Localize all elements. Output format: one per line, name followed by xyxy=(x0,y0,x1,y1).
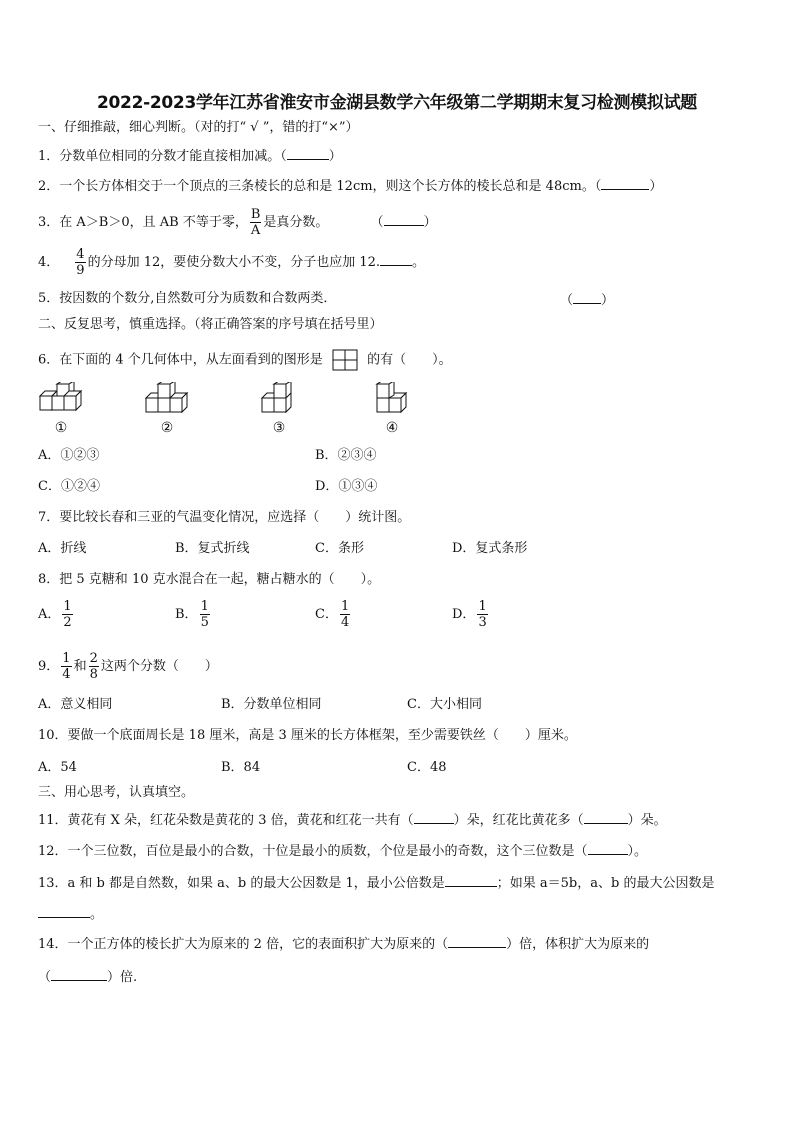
answer-blank[interactable] xyxy=(584,811,628,824)
q8-option-c[interactable]: C． $\frac{1}{4}$ xyxy=(315,599,350,630)
figure-label-4: ④ xyxy=(385,420,399,436)
answer-blank[interactable] xyxy=(601,177,649,190)
fraction-1-4: $\frac{1}{4}$ xyxy=(62,651,71,682)
question-6 xyxy=(38,348,452,372)
figure-label-3: ③ xyxy=(272,420,286,436)
question-2 xyxy=(38,177,662,195)
left-view-icon xyxy=(331,348,359,372)
fraction-2-8: $\frac{2}{8}$ xyxy=(89,651,98,682)
answer-blank[interactable] xyxy=(588,842,628,855)
q10-option-b[interactable]: B．84 xyxy=(221,760,261,775)
page-title: 2022-2023学年江苏省淮安市金湖县数学六年级第二学期期末复习检测模拟试题 xyxy=(97,93,697,113)
question-5-answer: （ ） xyxy=(560,293,615,308)
question-9-text: 这两个分数（ ） xyxy=(100,659,218,674)
question-3-text: 3．在 A＞B＞0，且 AB 不等于零， xyxy=(38,215,248,230)
q7-option-b[interactable]: B．复式折线 xyxy=(175,541,250,556)
q7-option-c[interactable]: C．条形 xyxy=(315,541,364,556)
solid-figure-4-icon xyxy=(375,382,425,416)
answer-blank[interactable] xyxy=(287,147,329,160)
answer-blank[interactable] xyxy=(384,213,424,226)
fraction-1-3: $\frac{1}{3}$ xyxy=(478,599,487,630)
q10-option-a[interactable]: A．54 xyxy=(38,760,77,775)
q6-option-c[interactable]: C．①②④ xyxy=(38,479,100,494)
solid-figure-1-icon xyxy=(38,382,88,416)
question-3-text-end: 是真分数。 xyxy=(263,215,329,230)
q7-option-d[interactable]: D．复式条形 xyxy=(452,541,528,556)
figure-label-1: ① xyxy=(54,420,68,436)
answer-blank[interactable] xyxy=(380,253,412,266)
question-6-text-end: 的有（ ）。 xyxy=(367,352,452,368)
question-6-text: 6．在下面的 4 个几何体中，从左面看到的图形是 xyxy=(38,352,323,368)
question-13-cont: 。 xyxy=(38,905,103,923)
paren-close: ） xyxy=(328,149,342,164)
solid-figure-2-icon xyxy=(144,382,194,416)
answer-blank[interactable] xyxy=(51,968,107,981)
paren-close: ） xyxy=(649,179,663,194)
answer-blank[interactable] xyxy=(414,811,454,824)
question-5-text: 5．按因数的个数分,自然数可分为质数和合数两类． xyxy=(38,291,337,306)
question-4: 4． $\frac{4}{9}$ 的分母加 12，要使分数大小不变，分子也应加 12. 。 xyxy=(38,247,426,278)
question-14: 14．一个正方体的棱长扩大为原来的 2 倍，它的表面积扩大为原来的（ ）倍，体积扩大为原来的 xyxy=(38,937,650,952)
question-14-cont: （ ）倍. xyxy=(38,970,138,985)
q9-option-b[interactable]: B．分数单位相同 xyxy=(221,697,322,712)
section-2-heading: 二、反复思考，慎重选择。（将正确答案的序号填在括号里） xyxy=(38,317,383,332)
question-number: 9． xyxy=(38,659,60,674)
figure-label-2: ② xyxy=(160,420,174,436)
question-number: 4． xyxy=(38,255,60,270)
question-3 xyxy=(38,207,437,238)
q6-option-d[interactable]: D．①③④ xyxy=(315,479,378,494)
question-9: 9． $\frac{1}{4}$ 和 $\frac{2}{8}$ 这两个分数（ ） xyxy=(38,651,218,682)
answer-blank[interactable] xyxy=(573,291,601,304)
answer-blank[interactable] xyxy=(445,874,497,887)
section-1-heading: 一、仔细推敲，细心判断。（对的打“ √ ”，错的打“×”） xyxy=(38,120,359,135)
paren-open: （ xyxy=(370,215,384,230)
q8-option-d[interactable]: D． $\frac{1}{3}$ xyxy=(452,599,487,630)
q6-option-b[interactable]: B．②③④ xyxy=(315,448,377,463)
question-1 xyxy=(38,147,342,165)
q10-option-c[interactable]: C．48 xyxy=(407,760,447,775)
q8-option-b[interactable]: B． $\frac{1}{5}$ xyxy=(175,599,209,630)
question-1-text: 1．分数单位相同的分数才能直接相加减。（ xyxy=(38,149,287,164)
fraction-1-5: $\frac{1}{5}$ xyxy=(200,599,209,630)
question-12: 12．一个三位数，百位是最小的合数，十位是最小的质数，个位是最小的奇数，这个三位数是（ ）。 xyxy=(38,844,648,859)
q6-option-a[interactable]: A．①②③ xyxy=(38,448,100,463)
fraction-1-2: $\frac{1}{2}$ xyxy=(63,599,72,630)
question-5 xyxy=(38,291,336,307)
question-7: 7．要比较长春和三亚的气温变化情况，应选择（ ）统计图。 xyxy=(38,510,411,525)
answer-blank[interactable] xyxy=(38,905,90,918)
question-2-text: 2．一个长方体相交于一个顶点的三条棱长的总和是 12cm，则这个长方体的棱长总和是 48cm。（ xyxy=(38,179,602,194)
solid-figure-3-icon xyxy=(260,382,310,416)
section-3-heading: 三、用心思考，认真填空。 xyxy=(38,785,195,800)
paren-close: ） xyxy=(423,215,437,230)
q9-option-c[interactable]: C．大小相同 xyxy=(407,697,482,712)
question-10: 10．要做一个底面周长是 18 厘米，高是 3 厘米的长方体框架，至少需要铁丝（ ）厘米。 xyxy=(38,728,577,743)
fraction-4-9: $\frac{4}{9}$ xyxy=(76,247,85,278)
question-8: 8．把 5 克糖和 10 克水混合在一起，糖占糖水的（ ）。 xyxy=(38,572,381,587)
question-13: 13．a 和 b 都是自然数，如果 a、b 的最大公因数是 1，最小公倍数是 ；如果 a＝5b，a、b 的最大公因数是 xyxy=(38,876,715,891)
q9-option-a[interactable]: A．意义相同 xyxy=(38,697,113,712)
question-4-text: 的分母加 12，要使分数大小不变，分子也应加 12. xyxy=(87,255,381,270)
q7-option-a[interactable]: A．折线 xyxy=(38,541,87,556)
fraction-b-over-a: $\frac{B}{A}$ xyxy=(250,207,261,238)
q8-option-a[interactable]: A． $\frac{1}{2}$ xyxy=(38,599,72,630)
fraction-1-4: $\frac{1}{4}$ xyxy=(340,599,350,630)
question-11: 11．黄花有 X 朵，红花朵数是黄花的 3 倍，黄花和红花一共有（ ）朵，红花比黄花多（ ）朵。 xyxy=(38,813,667,828)
answer-blank[interactable] xyxy=(448,935,506,948)
